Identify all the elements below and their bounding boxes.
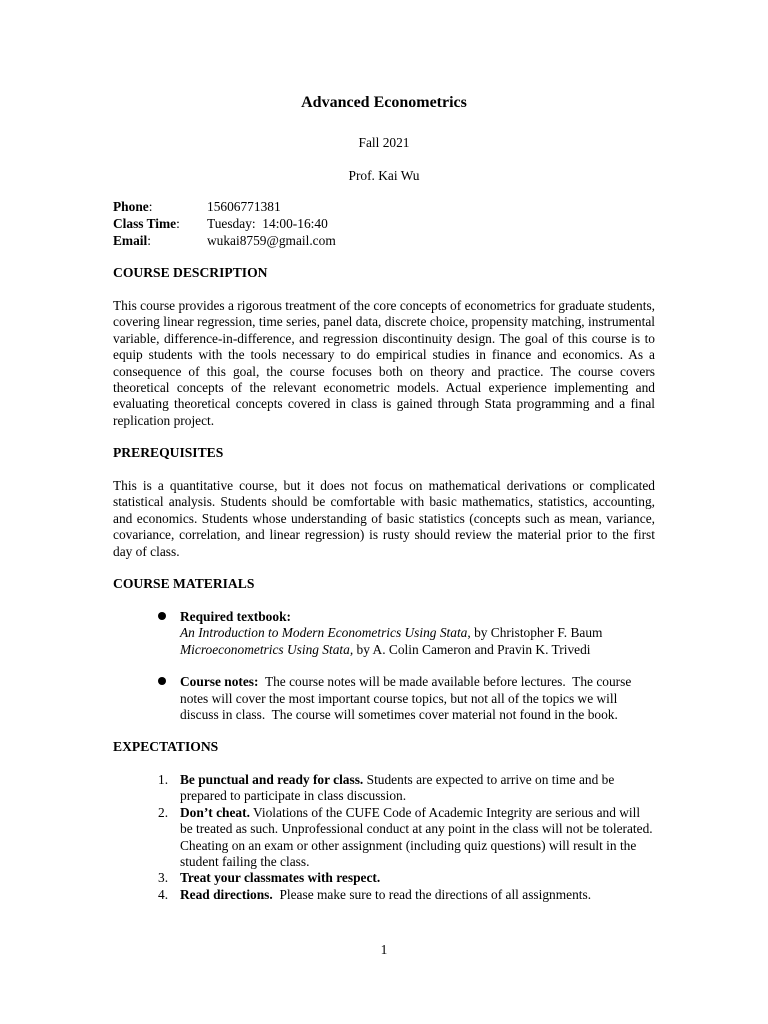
materials-list (113, 609, 655, 723)
term: Fall 2021 (358, 135, 410, 150)
document-title: Advanced Econometrics (301, 94, 467, 111)
book2-title: Microeconometrics Using Stata, (180, 641, 354, 657)
email-label: Email (113, 233, 148, 248)
book1-author: , by Christopher F. Baum (467, 625, 603, 641)
book2-author: by A. Colin Cameron and Pravin K. Trivedi (353, 641, 591, 657)
course-materials-heading: COURSE MATERIALS (113, 576, 255, 591)
textbook-label: Required textbook: (180, 609, 291, 624)
item-bold: Read directions. (180, 886, 273, 902)
list-item (113, 805, 655, 871)
course-description-heading: COURSE DESCRIPTION (113, 265, 268, 280)
contact-block (113, 199, 336, 250)
item-text: Please make sure to read the directions of all assignments. (272, 886, 592, 902)
phone-row: Phone: 15606771381 (113, 199, 281, 214)
book1-title: An Introduction to Modern Econometrics Using Stata (180, 625, 468, 641)
page-number: 1 (380, 942, 388, 957)
list-item (113, 772, 655, 805)
item-text: Students are expected to arrive on time and be prepared to participate in class discussion. (180, 772, 615, 804)
bullet-icon (158, 677, 166, 685)
item-number: 3. (158, 870, 169, 886)
expectations-heading: EXPECTATIONS (113, 739, 219, 754)
notes-text: The course notes will be made available before lectures. The course notes will cover the most important course topics, but not all of the topics we will discuss in class. The course will sometimes cover material not found in the book. (180, 674, 635, 723)
professor: Prof. Kai Wu (348, 168, 420, 183)
item-number: 4. (158, 886, 169, 902)
course-description-text: This course provides a rigorous treatment of the core concepts of econometrics for graduate students, covering linear regression, time series, panel data, discrete choice, propensity matching, instrumental variable, difference-in-difference, and regression discontinuity design. The goal of this course is to equip students with the tools necessary to do empirical studies in finance and economics. As a consequence of this goal, the course focuses both on theory and practice. The course covers theoretical concepts of the relevant econometric models. Actual experience implementing and evaluating theoretical concepts covered in class is gained through Stata programming and a final replication project. (113, 298, 655, 428)
prerequisites-text: This is a quantitative course, but it does not focus on mathematical derivations or complicated statistical analysis. Students should be comfortable with basic mathematics, statistics, accounting, and economics. Students whose understanding of basic statistics (concepts such as mean, variance, covariance, correlation, and linear regression) is rusty should review the material prior to the first day of class. (113, 478, 655, 559)
item-number: 1. (158, 772, 169, 787)
item-bold: Be punctual and ready for class. (180, 772, 364, 787)
email-value: wukai8759@gmail.com (207, 233, 336, 248)
class-time-value: Tuesday: 14:00-16:40 (207, 216, 328, 231)
class-time-label: Class Time (113, 216, 177, 231)
list-item (113, 887, 655, 903)
expectations-list (113, 772, 655, 903)
list-item (113, 870, 655, 886)
list-item-notes (113, 674, 655, 723)
list-item-textbook (113, 609, 655, 658)
prerequisites-heading: PREREQUISITES (113, 445, 224, 460)
item-bold: Don’t cheat. (180, 804, 250, 820)
item-text: Violations of the CUFE Code of Academic Integrity are serious and will be treated as such. Unprofessional conduct at any point in the class will not be tolerated. Cheating on an exam or other assignment (including quiz questions) will result in the student failing the class. (180, 804, 653, 870)
phone-label: Phone (113, 199, 149, 214)
email-row: Email: wukai8759@gmail.com (113, 233, 336, 248)
item-number: 2. (158, 804, 169, 820)
class-time-row: Class Time: Tuesday: 14:00-16:40 (113, 216, 328, 231)
notes-label: Course notes: (180, 674, 259, 690)
phone-value: 15606771381 (207, 199, 281, 214)
item-bold: Treat your classmates with respect. (180, 870, 381, 886)
bullet-icon (158, 612, 166, 620)
